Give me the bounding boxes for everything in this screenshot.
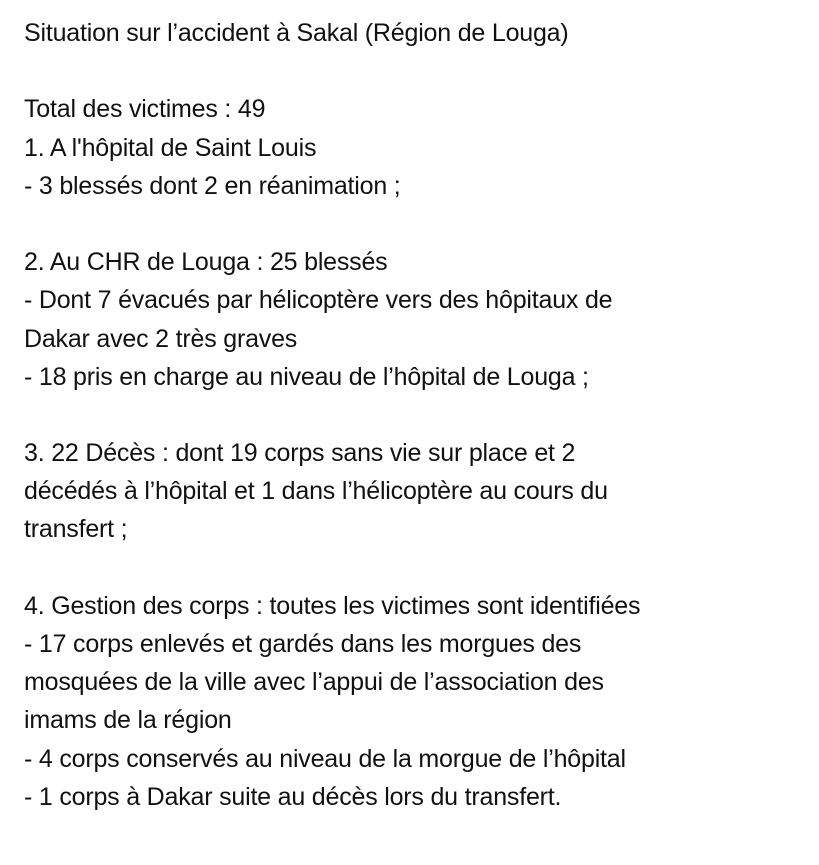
- spacer: [24, 549, 804, 587]
- section-4-line: imams de la région: [24, 706, 232, 735]
- section-3-line: 3. 22 Décès : dont 19 corps sans vie sur place et 2: [24, 439, 576, 468]
- spacer: [24, 52, 804, 90]
- document-title: Situation sur l’accident à Sakal (Région de Louga): [24, 19, 569, 47]
- section-3-line: décédés à l’hôpital et 1 dans l’hélicoptère au cours du: [24, 477, 608, 506]
- section-2-heading: 2. Au CHR de Louga : 25 blessés: [24, 248, 388, 277]
- spacer: [24, 396, 804, 434]
- message-text: [24, 14, 804, 816]
- total-victims: Total des victimes : 49: [24, 95, 266, 124]
- section-1-heading: 1. A l'hôpital de Saint Louis: [24, 133, 317, 162]
- section-2-line: - 18 pris en charge au niveau de l’hôpital de Louga ;: [24, 362, 589, 391]
- section-2-line: Dakar avec 2 très graves: [24, 324, 298, 353]
- section-3-line: transfert ;: [24, 515, 128, 544]
- section-4-line: - 1 corps à Dakar suite au décès lors du transfert.: [24, 782, 562, 811]
- section-4-heading: 4. Gestion des corps : toutes les victimes sont identifiées: [24, 591, 641, 620]
- section-4-line: mosquées de la ville avec l’appui de l’association des: [24, 668, 604, 697]
- spacer: [24, 205, 804, 243]
- section-2-line: - Dont 7 évacués par hélicoptère vers des hôpitaux de: [24, 286, 613, 315]
- section-4-line: - 4 corps conservés au niveau de la morgue de l’hôpital: [24, 744, 626, 773]
- section-1-line: - 3 blessés dont 2 en réanimation ;: [24, 171, 401, 200]
- section-4-line: - 17 corps enlevés et gardés dans les morgues des: [24, 630, 582, 658]
